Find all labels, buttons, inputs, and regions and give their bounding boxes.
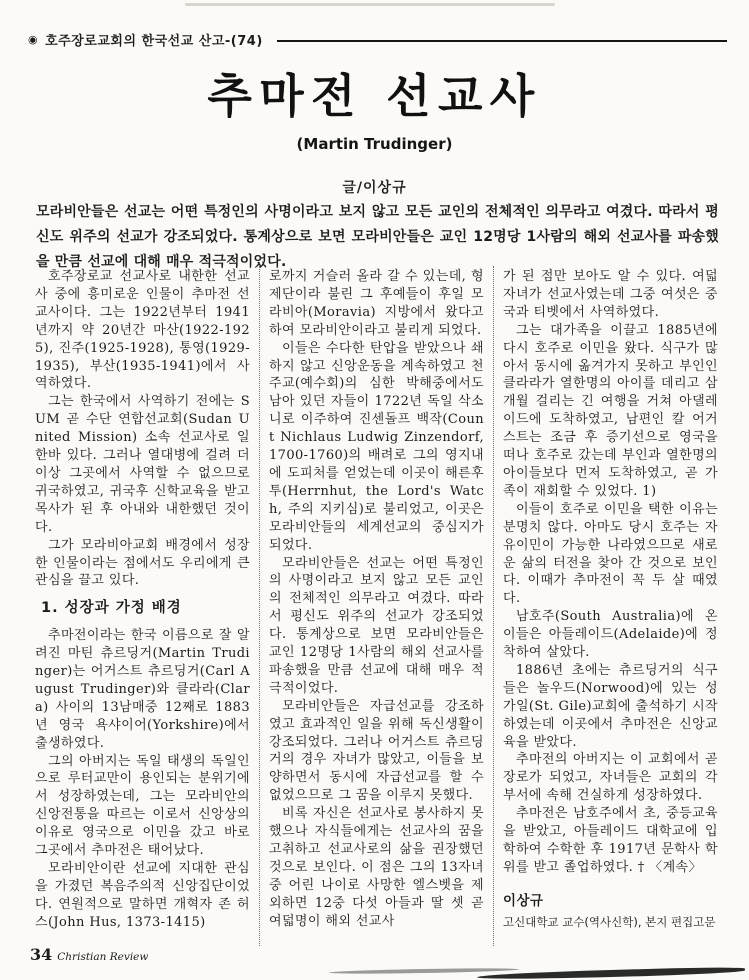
author-name: 이상규 — [503, 892, 544, 909]
column-2 — [259, 266, 493, 946]
page-footer — [30, 945, 148, 964]
author-block — [503, 893, 718, 932]
paragraph: 모라비안들은 선교는 어떤 특정인의 사명이라고 보지 않고 모든 교인의 전체적인 의무라고 여겼다. 따라서 평신도 위주의 선교가 강조되었다. 통계상으로 보면 모라비안들은 교인 12명당 1사람의 해외 선교사를 파송했을 만큼 선교에 대해 매우 적극적이었다. — [269, 555, 484, 696]
series-bullet-icon: ◉ — [28, 33, 39, 46]
series-header — [28, 30, 727, 49]
section-heading: 1. 성장과 가정 배경 — [41, 600, 182, 617]
paragraph: 그의 아버지는 독일 태생의 독일인으로 루터교만이 용인되는 분위기에서 성장하였는데, 그는 모라비안의 신앙전통을 따르는 이로서 신앙상의 이유로 영국으로 이민을 갔고 바로 그곳에서 추마전은 태어났다. — [35, 753, 250, 859]
magazine-name: Christian Review — [57, 951, 149, 963]
paragraph: 그는 대가족을 이끌고 1885년에 다시 호주로 이민을 왔다. 식구가 많아서 동시에 옮겨가지 못하고 부인인 클라라가 열한명의 아이를 데리고 삼개월 걸리는 긴 여행을 거쳐 아댈레이드에 도착하였고, 남편인 칼 어거스트는 조금 후 증기선으로 영국을 떠나 호주로 갔는데 부인과 열한명의 아이들보다 먼저 도착하였고, 곧 가족이 재회할 수 있었다. 1) — [503, 322, 718, 499]
article-title: 추마전 선교사 — [207, 69, 542, 123]
paragraph: 추마전의 아버지는 이 교회에서 곧 장로가 되었고, 자녀들은 교회의 각 부서에 속해 건실하게 성장하였다. — [503, 752, 718, 804]
paragraph: 이들이 호주로 이민을 택한 이유는 분명치 않다. 아마도 당시 호주는 자유이민이 가능한 나라였으므로 새로운 삶의 터전을 찾아 간 것으로 보인다. 이때가 추마전이 꼭 두 살 때였다. — [503, 501, 718, 607]
paragraph: 호주장로교 선교사로 내한한 선교사 중에 흥미로운 인물이 추마전 선교사이다. 그는 1922년부터 1941년까지 약 20년간 마산(1922-1925), 진주(1925-1928), 통영(1929-1935), 부산(1935-1941)에서 사역하였다. — [35, 269, 250, 392]
paragraph: 추마전이라는 한국 이름으로 잘 알려진 마틴 츄르딩거(Martin Trudinger)는 어거스트 츄르딩거(Carl August Trudinger)와 클라라(Clara) 사이의 13남매중 12째로 1883년 영국 욕샤이어(Yorkshire)에서 출생하였다. — [35, 628, 250, 751]
page-number: 34 — [30, 945, 53, 964]
article-byline: 글/이상규 — [342, 180, 407, 196]
paragraph: 1886년 초에는 츄르딩거의 식구들은 놀우드(Norwood)에 있는 성 가일(St. Gile)교회에 출석하기 시작하였는데 이곳에서 추마전은 신앙교육을 받았다. — [503, 662, 718, 750]
paragraph: 남호주(South Australia)에 온 이들은 아들레이드(Adelaide)에 정착하여 살았다. — [503, 609, 718, 661]
article-body — [26, 266, 727, 946]
paragraph: 모라비안이란 선교에 지대한 관심을 가졌던 복음주의적 신앙집단이었다. 연원적으로 말하면 개혁자 존 허스(John Hus, 1373-1415) — [35, 861, 250, 930]
paragraph: 그는 한국에서 사역하기 전에는 SUM 곧 수단 연합선교회(Sudan United Mission) 소속 선교사로 일한바 있다. 그러나 열대병에 걸려 더 이상 그곳에서 사역할 수 없으므로 귀국하였고, 귀국후 신학교육을 받고 목사가 된 후 아내와 내한했던 것이다. — [35, 394, 250, 535]
paragraph: 모라비안들은 자급선교를 강조하였고 효과적인 일을 위해 독신생활이 강조되었다. 그러나 어거스트 츄르딩거의 경우 자녀가 많았고, 이들을 보양하면서 동시에 자급선교를 할 수 없었으므로 그 꿈을 이루지 못했다. — [269, 698, 484, 804]
lead-paragraph: 모라비안들은 선교는 어떤 특정인의 사명이라고 보지 않고 모든 교인의 전체적인 의무라고 여겼다. 따라서 평신도 위주의 선교가 강조되었다. 통계상으로 보면 모라비안들은 교인 12명당 1사람의 해외 선교사를 파송했을 만큼 선교에 대해 매우 적극적이었다. — [36, 204, 719, 270]
author-title: 고신대학교 교수(역사신학), 본지 편집고문 — [503, 914, 716, 929]
paragraph: 추마전은 남호주에서 초, 중등교육을 받았고, 아들레이드 대학교에 입학하여 수학한 후 1917년 문학사 학위를 받고 졸업하였다. † 〈계속〉 — [503, 806, 718, 875]
article-subtitle: (Martin Trudinger) — [296, 135, 453, 153]
paragraph: 비록 자신은 선교사로 봉사하지 못했으나 자식들에게는 선교사의 꿈을 고취하고 선교사로의 삶을 권장했던 것으로 보인다. 이 점은 그의 13자녀 중 어린 나이로 사망한 엘스벳을 제외하면 12중 다섯 아들과 딸 셋 곧 여덟명이 해외 선교사 — [269, 806, 484, 929]
scan-artifact-top — [185, 3, 555, 6]
paragraph: 그가 모라비아교회 배경에서 성장한 인물이라는 점에서도 우리에게 큰 관심을 끌고 있다. — [35, 537, 250, 589]
paragraph: 이들은 수다한 탄압을 받았으나 쇄하지 않고 신앙운동을 계속하였고 천주교(예수회)의 심한 박해중에서도 남아 있던 자들이 1722년 독일 삭소니로 이주하여 진센돌프 백작(Count Nichlaus Ludwig Zinzendorf, 1700-1760)의 배려로 그의 영지내에 도피처를 얻었는데 이곳이 해른후투(Herrnhut, the Lord's Watch, 주의 지키심)로 불리었고, 이곳은 모라비안들의 세계선교의 중심지가 되었다. — [269, 340, 484, 553]
masthead — [0, 60, 749, 197]
column-3 — [493, 266, 727, 946]
paragraph: 로까지 거슬러 올라 갈 수 있는데, 형제단이라 불린 그 후예들이 후일 모라비아(Moravia) 지방에서 왔다고 하여 모라비안이라고 불리게 되었다. — [269, 269, 484, 338]
column-1 — [26, 266, 259, 946]
header-rule — [277, 40, 727, 42]
paragraph: 가 된 점만 보아도 알 수 있다. 여덟 자녀가 선교사였는데 그중 여섯은 중국과 티벳에서 사역하였다. — [503, 269, 718, 320]
series-title: 호주장로교회의 한국선교 산고-(74) — [45, 34, 263, 49]
scan-artifact-bottom-light — [329, 967, 519, 974]
